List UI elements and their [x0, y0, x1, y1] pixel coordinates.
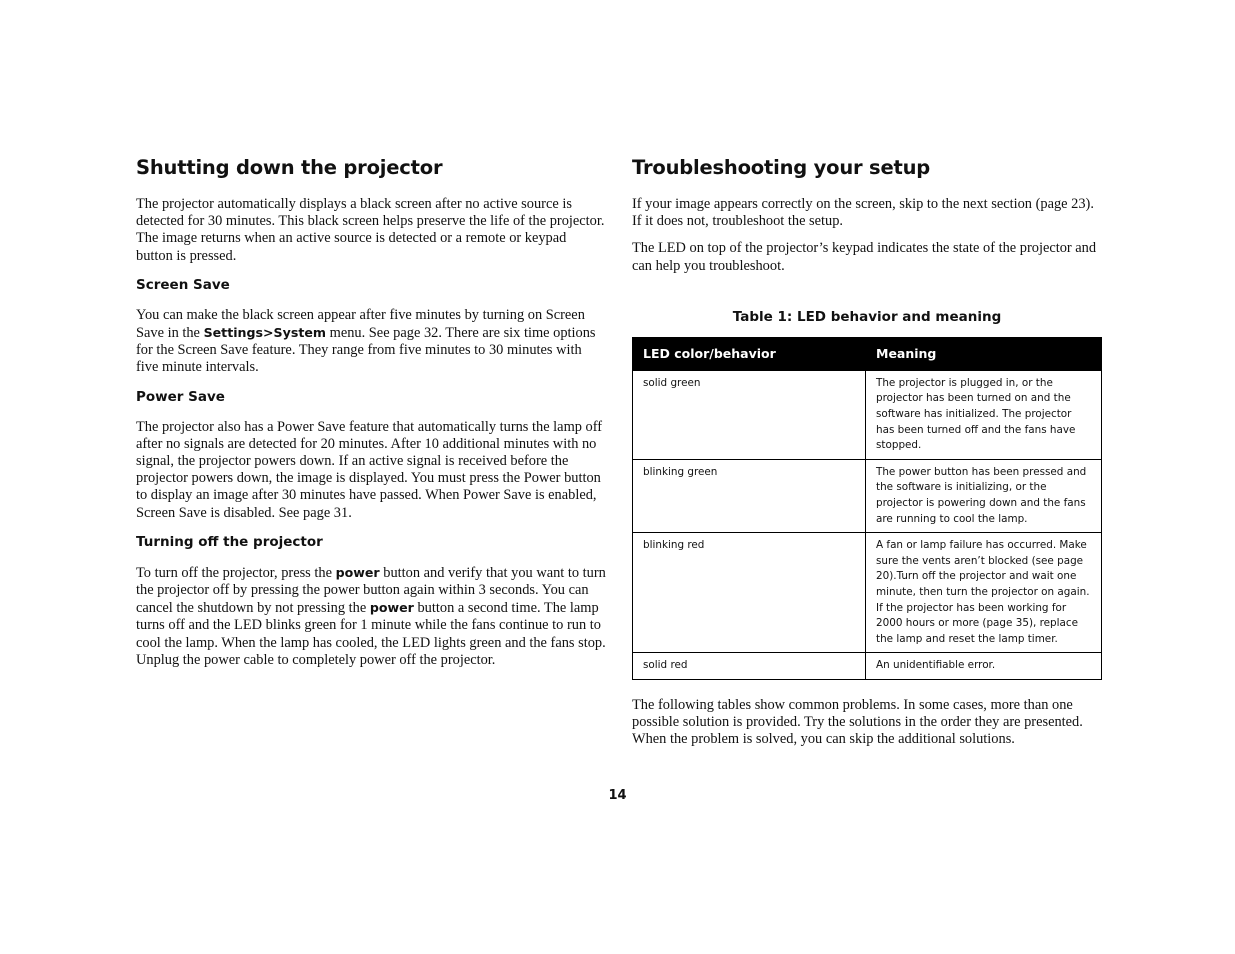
screen-save-paragraph	[136, 307, 606, 377]
right-column	[632, 150, 1102, 759]
led-cell: blinking green	[633, 459, 866, 532]
power-save-paragraph: The projector also has a Power Save feature that automatically turns the lamp off after no signals are detected for 20 minutes. After 10 additional minutes with no signal, the projector powers down. If an active signal is received before the projector powers down, the image is displayed. You must press the Power button to display an image after 30 minutes have passed. When Power Save is enabled, Screen Save is disabled. See page 31.	[136, 418, 603, 521]
power-button-ref-1: power	[335, 564, 380, 580]
turning-off-text-2: button and verify that you want to turn the projector off by pressing the power button again within 3 seconds. You can cancel the shutdown by not pressing the	[136, 564, 606, 617]
header-meaning: Meaning	[866, 337, 1102, 370]
troubleshooting-paragraph-1: If your image appears correctly on the screen, skip to the next section (page 23). If it does not, troubleshoot the setup.	[632, 196, 1094, 230]
troubleshooting-paragraph-3: The following tables show common problems. In some cases, more than one possible solution is provided. Try the solutions in the order they are presented. When the problem is solved, you can skip the additional solutions.	[632, 696, 1083, 748]
table-header-row	[633, 337, 1102, 370]
led-cell: blinking red	[633, 533, 866, 653]
meaning-cell: The projector is plugged in, or the projector has been turned on and the software has initialized. The projector has been turned off and the fans have stopped.	[866, 370, 1102, 459]
shutdown-intro-paragraph: The projector automatically displays a black screen after no active source is detected for 30 minutes. This black screen helps preserve the life of the projector. The image returns when an active source is detected or a remote or keypad button is pressed.	[136, 196, 605, 264]
table-row	[633, 533, 1102, 653]
subheading-power-save: Power Save	[136, 388, 225, 405]
table-row	[633, 653, 1102, 680]
screen-save-text-1: You can make the black screen appear after five minutes by turning on Screen Save in the	[136, 306, 585, 342]
meaning-cell: An unidentifiable error.	[866, 653, 1102, 680]
subheading-turning-off: Turning off the projector	[136, 533, 323, 550]
meaning-cell: The power button has been pressed and the software is initializing, or the projector is powering down and the fans are running to cool the lamp.	[866, 459, 1102, 532]
table-row	[633, 370, 1102, 459]
troubleshooting-paragraph-2: The LED on top of the projector’s keypad indicates the state of the projector and can help you troubleshoot.	[632, 240, 1097, 274]
header-led-color-behavior: LED color/behavior	[633, 337, 866, 370]
turning-off-text-1: To turn off the projector, press the	[136, 564, 332, 581]
table-row	[633, 459, 1102, 532]
meaning-cell: A fan or lamp failure has occurred. Make sure the vents aren’t blocked (see page 20).Turn off the projector and wait one minute, then turn the projector on again. If the projector has been working for 2000 hours or more (page 35), replace the lamp and reset the lamp timer.	[866, 533, 1102, 653]
screen-save-text-2: menu. See page 32. There are six time options for the Screen Save feature. They range from five minutes to 30 minutes with five minute intervals.	[136, 325, 596, 376]
subheading-screen-save: Screen Save	[136, 276, 230, 293]
led-cell: solid green	[633, 370, 866, 459]
settings-system-menu-ref: Settings>System	[203, 325, 327, 341]
left-column	[136, 150, 606, 679]
turning-off-paragraph	[136, 564, 606, 669]
led-behavior-table	[632, 337, 1102, 680]
section-title-shutting-down: Shutting down the projector	[136, 156, 443, 179]
turning-off-text-3: button a second time. The lamp turns off and the LED blinks green for 1 minute while the fans continue to run to cool the lamp. When the lamp has cooled, the LED lights green and the fans stop. Unplug the power cable to completely power off the projector.	[136, 600, 606, 668]
led-cell: solid red	[633, 653, 866, 680]
table-caption: Table 1: LED behavior and meaning	[732, 308, 1002, 325]
page-number: 14	[608, 788, 627, 803]
power-button-ref-2: power	[369, 600, 414, 616]
section-title-troubleshooting: Troubleshooting your setup	[632, 156, 931, 179]
